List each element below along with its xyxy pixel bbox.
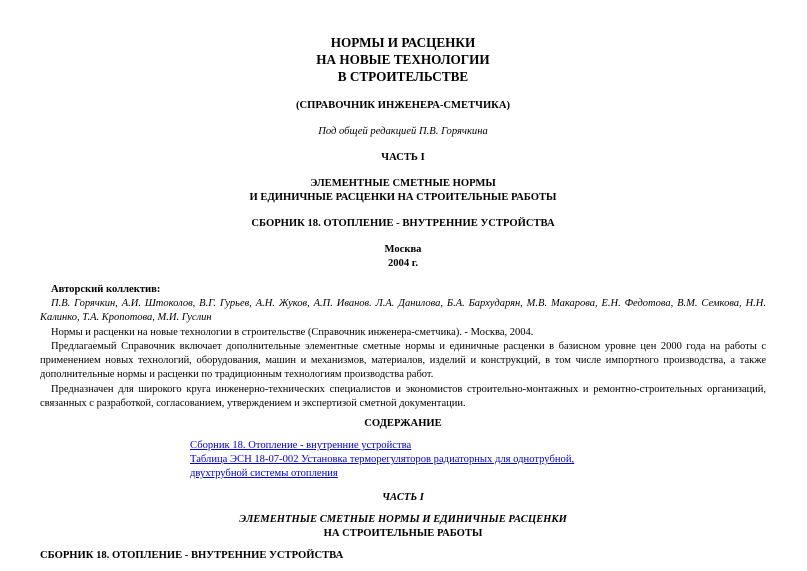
- part-title-line: И ЕДИНИЧНЫЕ РАСЦЕНКИ НА СТРОИТЕЛЬНЫЕ РАБОТЫ: [249, 192, 557, 203]
- toc-link-collection[interactable]: Сборник 18. Отопление - внутренние устройства: [190, 440, 412, 452]
- audience-paragraph: Предназначен для широкого круга инженерно-технических специалистов и экономистов строительно-монтажных и ремонтно-строительных организаций, связанных с разработкой, согласованием, утверждением и экспертизой сметной документации.: [40, 383, 766, 410]
- toc-link-table[interactable]: Таблица ЭСН 18-07-002 Установка терморегуляторов радиаторных для однотрубной,: [190, 454, 575, 466]
- editor-line: Под общей редакцией П.В. Горячкина: [318, 126, 488, 137]
- section-title: [40, 513, 766, 541]
- toc-link-table-continued[interactable]: двухтрубной системы отопления: [190, 468, 338, 480]
- year: 2004 г.: [387, 258, 419, 269]
- document-page: [40, 34, 766, 563]
- section-part-heading: ЧАСТЬ I: [382, 492, 424, 504]
- authors-list: П.В. Горячкин, А.И. Штоколов, В.Г. Гурьев, А.Н. Жуков, А.П. Иванов. Л.А. Данилова, Б.А. Бархударян, М.В. Макарова, Е.Н. Федотова, В.М. Семкова, Н.Н. Калинко, Т.А. Кропотова, М.И. Гуслин: [40, 298, 766, 324]
- collection-heading: СБОРНИК 18. ОТОПЛЕНИЕ - ВНУТРЕННИЕ УСТРОЙСТВА: [251, 218, 555, 229]
- publication-info: [40, 243, 766, 271]
- part-heading: ЧАСТЬ I: [381, 152, 425, 163]
- city: Москва: [384, 244, 422, 255]
- table-of-contents: [190, 439, 766, 481]
- part-title-line: ЭЛЕМЕНТНЫЕ СМЕТНЫЕ НОРМЫ: [310, 178, 496, 189]
- citation: Нормы и расценки на новые технологии в строительстве (Справочник инженера-сметчика). - Москва, 2004.: [51, 326, 534, 338]
- contents-heading: СОДЕРЖАНИЕ: [364, 418, 442, 430]
- document-subtitle: (СПРАВОЧНИК ИНЖЕНЕРА-СМЕТЧИКА): [295, 100, 511, 111]
- authors-block: [40, 283, 766, 411]
- description-paragraph: Предлагаемый Справочник включает дополнительные элементные сметные нормы и единичные расценки в базисном уровне цен 2000 года на работы с применением новых технологий, оборудования, машин и механизмов, материалов, изделий и конструкций, в том числе импортного производства, а также дополнительные нормы и расценки по традиционным технологиям производства работ.: [40, 340, 766, 381]
- title-line: НА НОВЫЕ ТЕХНОЛОГИИ: [316, 52, 490, 67]
- title-line: В СТРОИТЕЛЬСТВЕ: [337, 69, 469, 84]
- section-collection-heading: СБОРНИК 18. ОТОПЛЕНИЕ - ВНУТРЕННИЕ УСТРОЙСТВА: [40, 550, 344, 562]
- authors-heading: Авторский коллектив:: [51, 284, 161, 295]
- section-title-line: НА СТРОИТЕЛЬНЫЕ РАБОТЫ: [323, 528, 483, 540]
- title-line: НОРМЫ И РАСЦЕНКИ: [330, 35, 476, 50]
- document-title: [40, 34, 766, 85]
- section-title-line: ЭЛЕМЕНТНЫЕ СМЕТНЫЕ НОРМЫ И ЕДИНИЧНЫЕ РАСЦЕНКИ: [239, 514, 567, 526]
- part-title: [40, 177, 766, 205]
